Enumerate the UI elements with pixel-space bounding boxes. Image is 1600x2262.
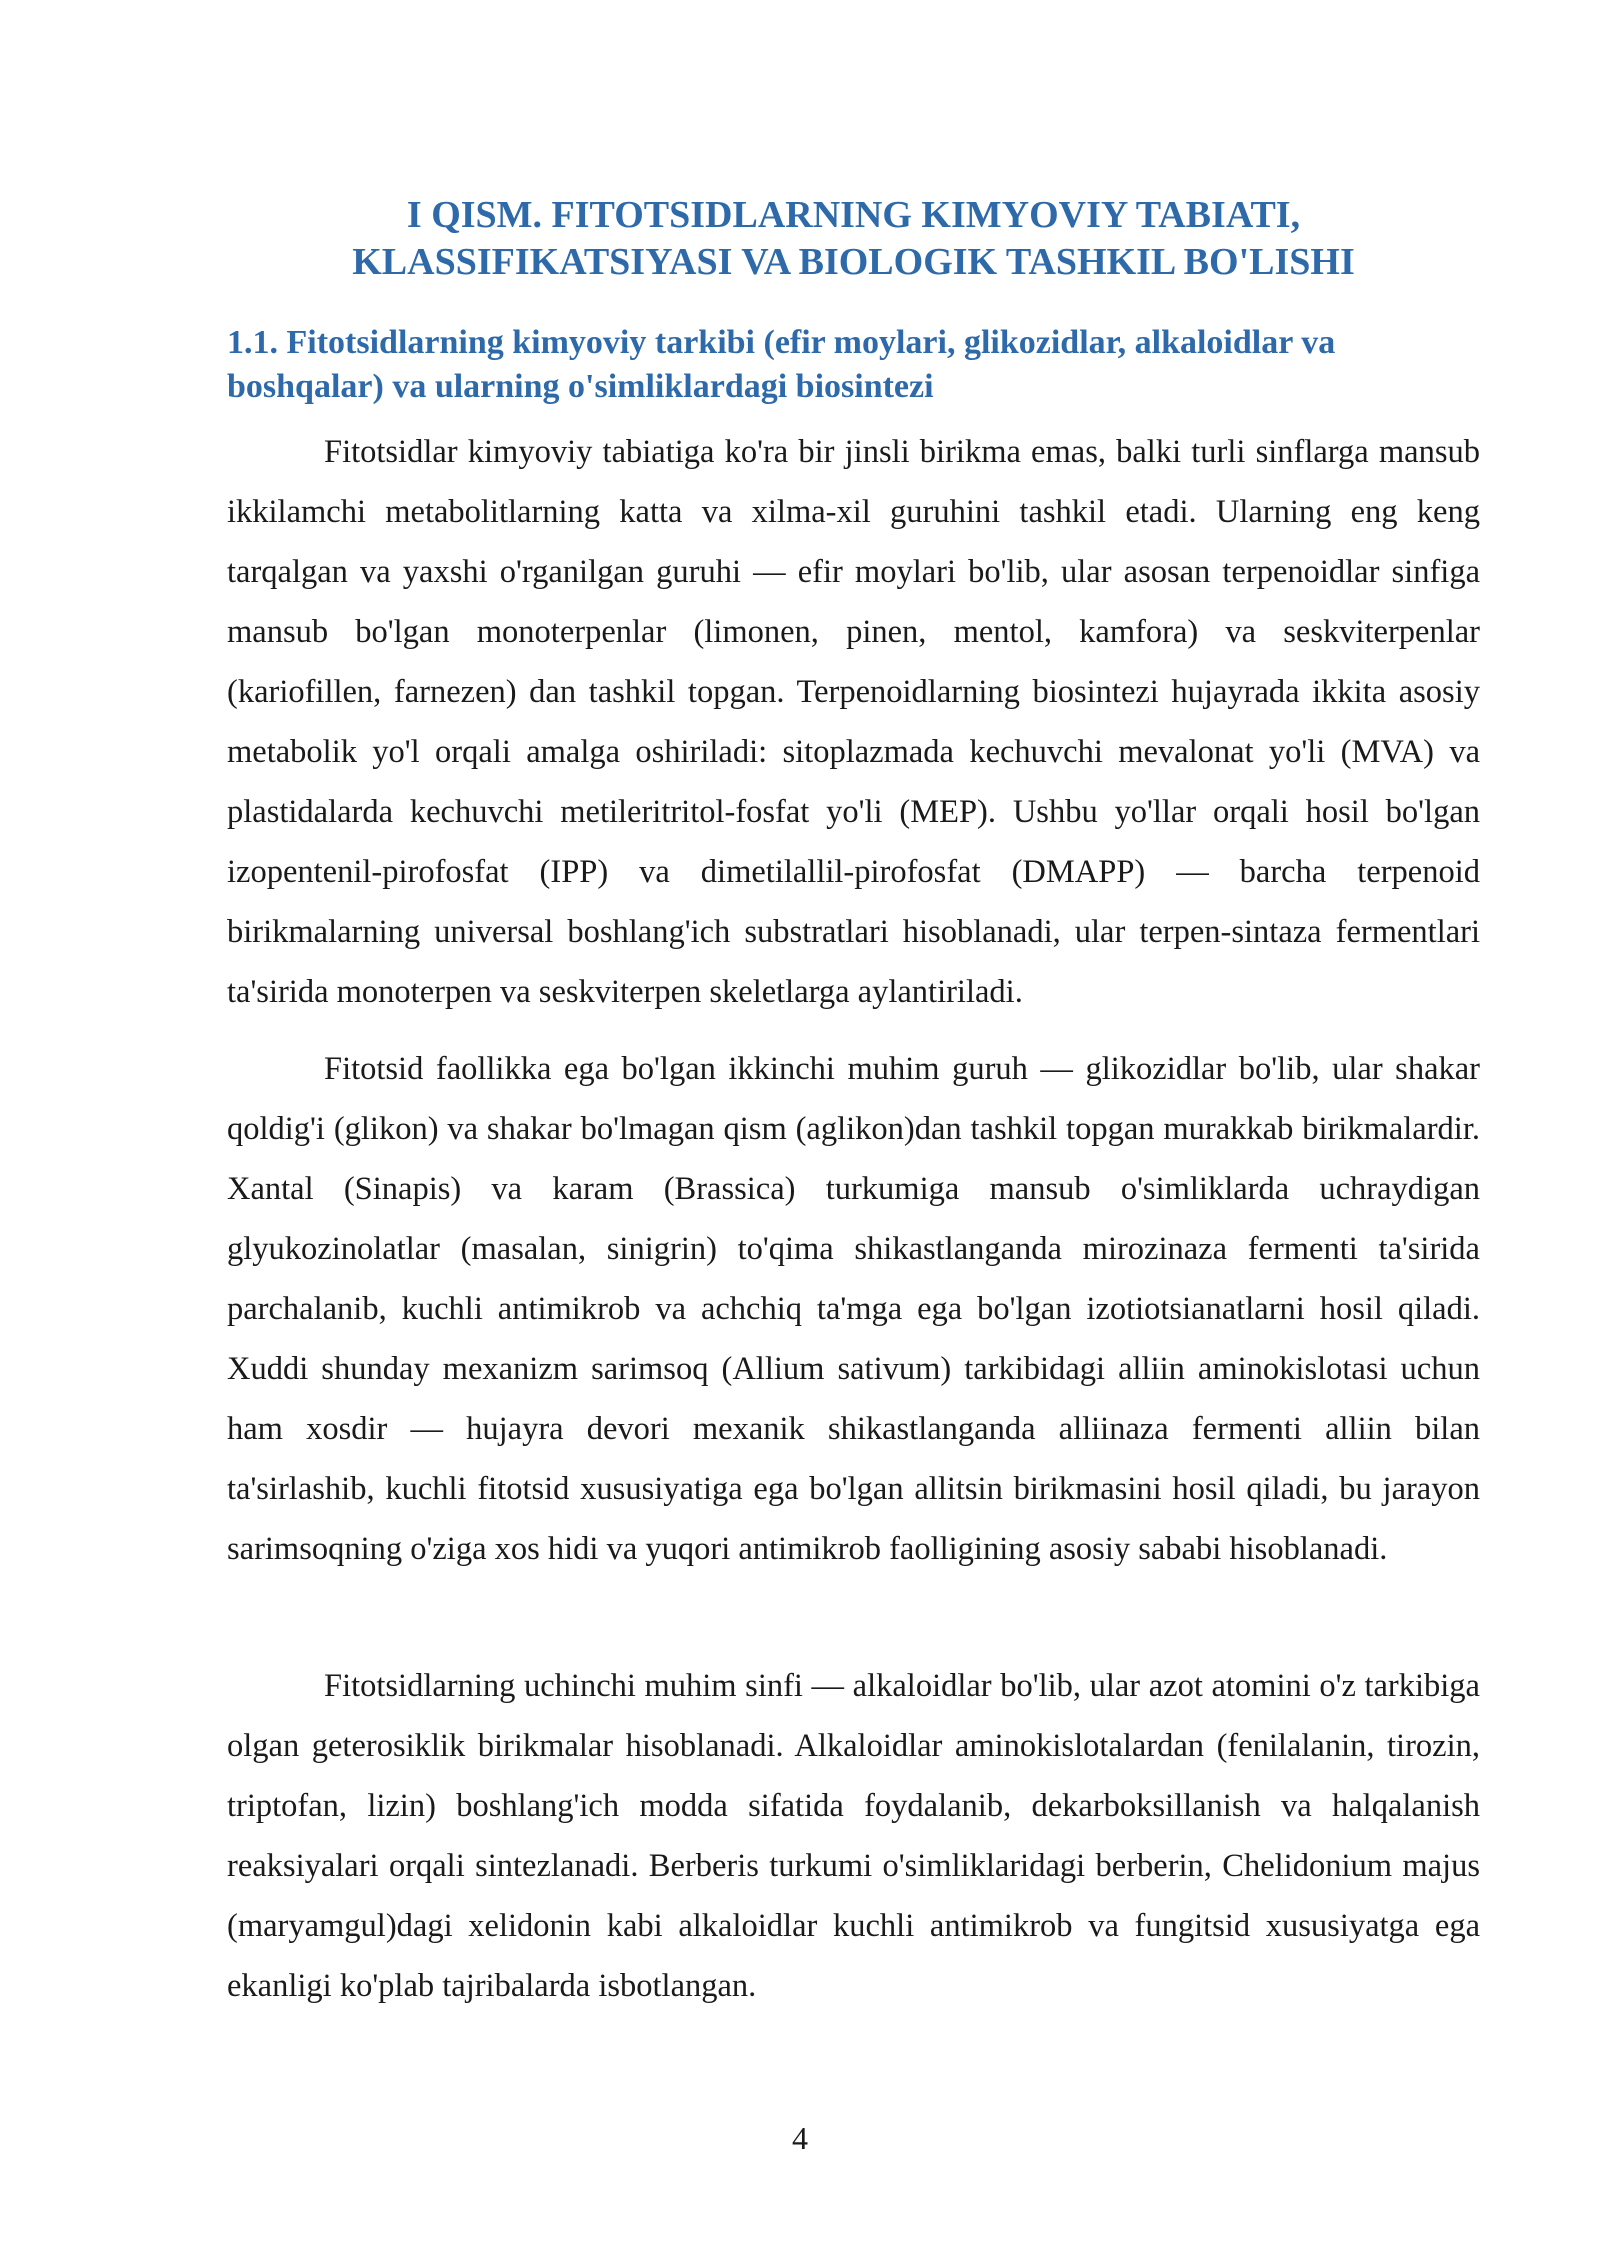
paragraph-essential-oils: Fitotsidlar kimyoviy tabiatiga ko'ra bir jinsli birikma emas, balki turli sinflarga mansub ikkilamchi metabolitlarning katta va xilma-xil guruhini tashkil etadi. Ularning eng keng tarqalgan va yaxshi o'rganilgan guruhi — efir moylari bo'lib, ular asosan terpenoidlar sinfiga mansub bo'lgan monoterpenlar (limonen, pinen, mentol, kamfora) va seskviterpenlar (kariofillen, farnezen) dan tashkil topgan. Terpenoidlarning biosintezi hujayrada ikkita asosiy metabolik yo'l orqali amalga oshiriladi: sitoplazmada kechuvchi mevalonat yo'li (MVA) va plastidalarda kechuvchi metileritritol-fosfat yo'li (MEP). Ushbu yo'llar orqali hosil bo'lgan izopentenil-pirofosfat (IPP) va dimetilallil-pirofosfat (DMAPP) — barcha terpenoid birikmalarning universal boshlang'ich substratlari hisoblanadi, ular terpen-sintaza fermentlari ta'sirida monoterpen va seskviterpen skeletlarga aylantiriladi. [227,434,1480,1010]
part-title [227,192,1480,286]
section-title: 1.1. Fitotsidlarning kimyoviy tarkibi (efir moylari, glikozidlar, alkaloidlar va boshqalar) va ularning o'simliklardagi biosintezi [227,324,1336,405]
part-title-line-2: KLASSIFIKATSIYASI VA BIOLOGIK TASHKIL BO'LISHI [352,241,1355,283]
page-number: 4 [792,2120,808,2156]
part-title-line-1: I QISM. FITOTSIDLARNING KIMYOVIY TABIATI, [406,194,1301,236]
paragraph-alkaloids: Fitotsidlarning uchinchi muhim sinfi — alkaloidlar bo'lib, ular azot atomini o'z tarkibiga olgan geterosiklik birikmalar hisoblanadi. Alkaloidlar aminokislotalardan (fenilalanin, tirozin, triptofan, lizin) boshlang'ich modda sifatida foydalanib, dekarboksillanish va halqalanish reaksiyalari orqali sintezlanadi. Berberis turkumi o'simliklaridagi berberin, Chelidonium majus (maryamgul)dagi xelidonin kabi alkaloidlar kuchli antimikrob va fungitsid xususiyatga ega ekanligi ko'plab tajribalarda isbotlangan. [227,1668,1480,2004]
paragraph-glycosides: Fitotsid faollikka ega bo'lgan ikkinchi muhim guruh — glikozidlar bo'lib, ular shakar qoldig'i (glikon) va shakar bo'lmagan qism (aglikon)dan tashkil topgan murakkab birikmalardir. Xantal (Sinapis) va karam (Brassica) turkumiga mansub o'simliklarda uchraydigan glyukozinolatlar (masalan, sinigrin) to'qima shikastlanganda mirozinaza fermenti ta'sirida parchalanib, kuchli antimikrob va achchiq ta'mga ega bo'lgan izotiotsianatlarni hosil qiladi. Xuddi shunday mexanizm sarimsoq (Allium sativum) tarkibidagi alliin aminokislotasi uchun ham xosdir — hujayra devori mexanik shikastlanganda alliinaza fermenti alliin bilan ta'sirlashib, kuchli fitotsid xususiyatiga ega bo'lgan allitsin birikmasini hosil qiladi, bu jarayon sarimsoqning o'ziga xos hidi va yuqori antimikrob faolligining asosiy sababi hisoblanadi. [227,1051,1480,1567]
